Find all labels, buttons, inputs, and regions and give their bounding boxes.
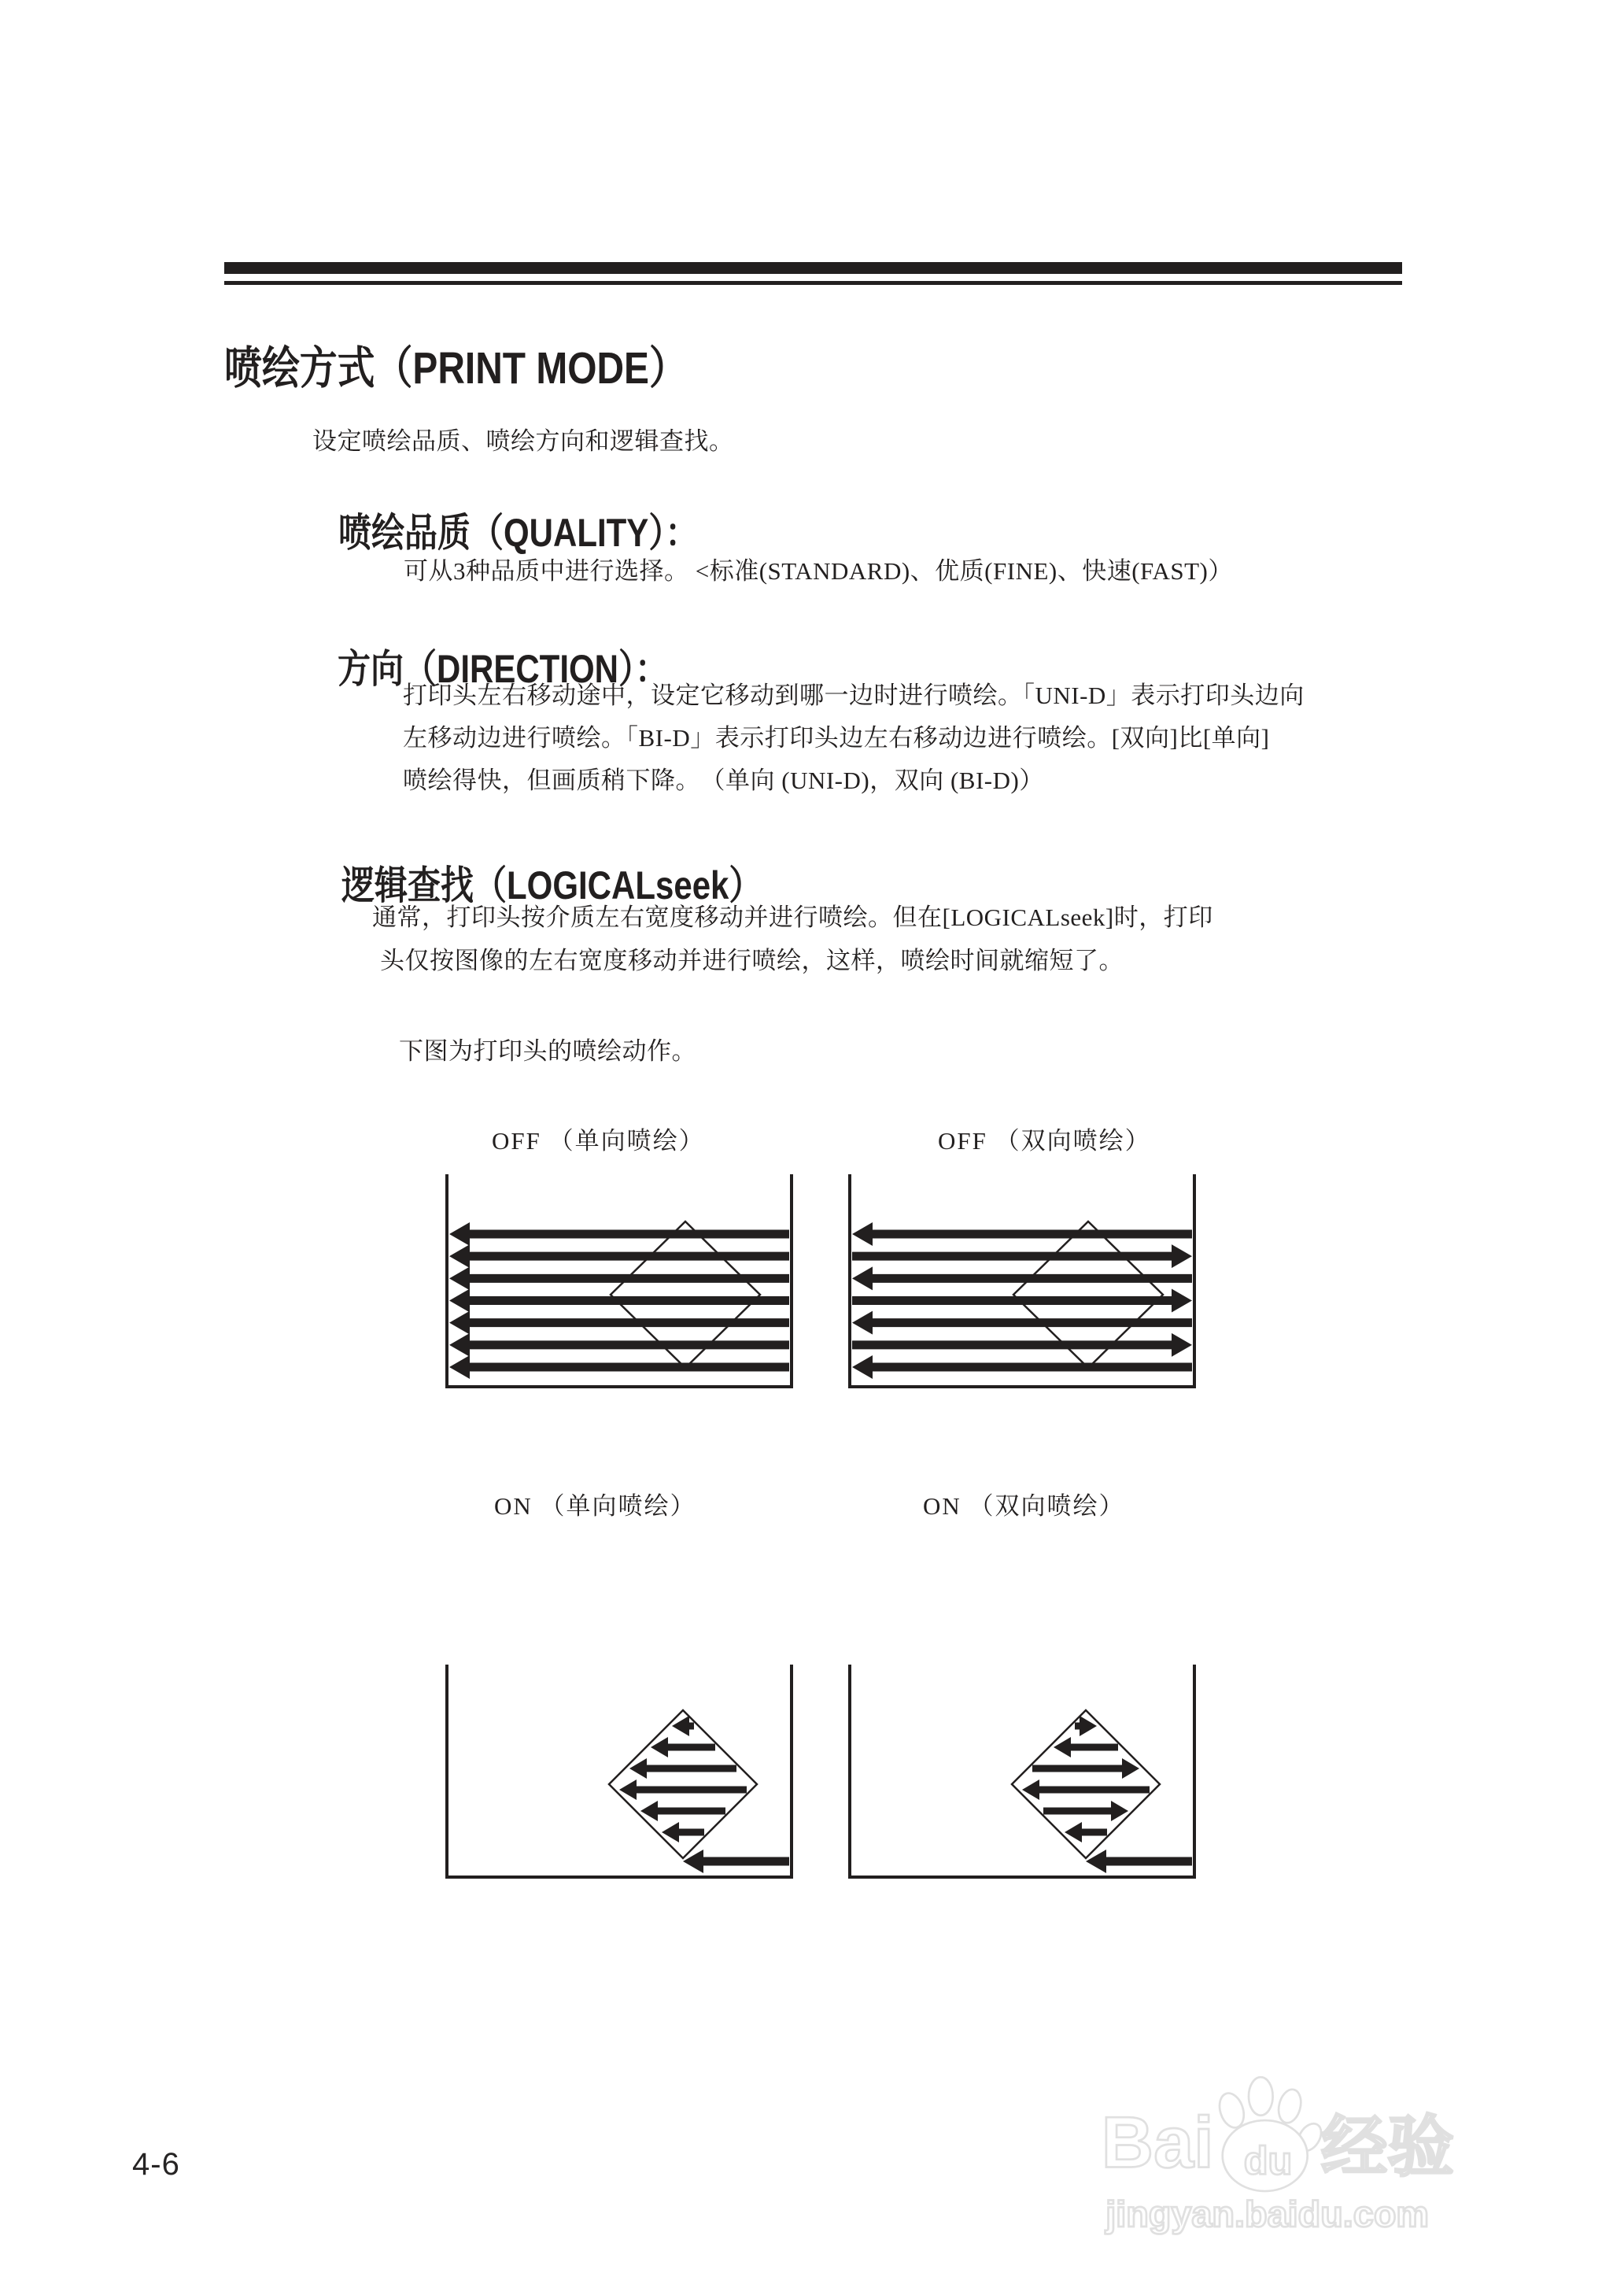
section-heading-logicalseek: 逻辑查找（LOGICALseek） (341, 863, 762, 907)
header-rule-thin (224, 281, 1402, 285)
printhead-pass-arrow-left (852, 1222, 1192, 1246)
header-rule-thick (224, 262, 1402, 274)
section-logicalseek-line: 通常，打印头按介质左右宽度移动并进行喷绘。但在[LOGICALseek]时，打印 (372, 904, 1213, 931)
printhead-pass-arrow-right (852, 1289, 1192, 1313)
print-sweep-diagram (445, 1665, 793, 1880)
watermark-graphic (1100, 2076, 1454, 2243)
printhead-pass-arrow-left-bottom-pass (1086, 1850, 1192, 1873)
printhead-pass-arrow-left (449, 1355, 789, 1379)
printhead-pass-arrow-left-inside-diamond (1065, 1822, 1107, 1842)
print-sweep-diagram (848, 1665, 1196, 1880)
watermark-brand-cn-text: 经验 (1320, 2109, 1454, 2185)
printhead-pass-arrow-right (852, 1333, 1192, 1357)
printhead-pass-arrow-left-inside-diamond (662, 1822, 704, 1842)
diagram-off-bidirectional-sweep (848, 1174, 1196, 1390)
printhead-pass-arrow-left-bottom-pass (683, 1850, 789, 1873)
printhead-pass-arrow-left (852, 1311, 1192, 1335)
section-direction-line: 打印头左右移动途中，设定它移动到哪一边时进行喷绘。「UNI-D」表示打印头边向 (403, 682, 1305, 709)
watermark-brand-text: Bai (1101, 2102, 1214, 2183)
printhead-pass-arrow-left (449, 1244, 789, 1268)
print-sweep-diagram (848, 1174, 1196, 1390)
printhead-pass-arrow-left (449, 1289, 789, 1313)
diagram-on-bidirectional-sweep (848, 1665, 1196, 1880)
printhead-pass-arrow-left (449, 1222, 789, 1246)
printhead-pass-arrow-left (449, 1311, 789, 1335)
watermark-brand-paw-text: du (1243, 2138, 1293, 2183)
section-direction-line: 喷绘得快，但画质稍下降。 （单向 (UNI-D)，双向 (BI-D)） (403, 767, 1044, 794)
printhead-pass-arrow-left (449, 1333, 789, 1357)
printhead-pass-arrow-left-inside-diamond (651, 1737, 715, 1757)
printhead-pass-arrow-left (852, 1355, 1192, 1379)
printhead-pass-arrow-left-inside-diamond (1022, 1779, 1150, 1800)
section-direction-line: 左移动边进行喷绘。「BI-D」表示打印头边左右移动边进行喷绘。[双向]比[单向] (403, 724, 1270, 752)
figure-caption: 下图为打印头的喷绘动作。 (399, 1037, 696, 1065)
page-number: 4-6 (132, 2147, 180, 2182)
page-title: 喷绘方式（PRINT MODE） (224, 343, 687, 394)
diagram-label-on-unidirectional: ON （单向喷绘） (494, 1492, 696, 1520)
intro-text: 设定喷绘品质、喷绘方向和逻辑查找。 (312, 427, 734, 455)
print-sweep-diagram (445, 1174, 793, 1390)
printhead-pass-arrow-left-inside-diamond (629, 1758, 736, 1779)
printhead-pass-arrow-left-inside-diamond (640, 1801, 725, 1821)
diagram-label-off-unidirectional: OFF （单向喷绘） (492, 1127, 705, 1155)
section-heading-direction: 方向（DIRECTION）： (338, 647, 668, 691)
section-logicalseek-line: 头仅按图像的左右宽度移动并进行喷绘，这样，喷绘时间就缩短了。 (380, 947, 1124, 974)
printhead-pass-arrow-left-inside-diamond (619, 1779, 747, 1800)
section-quality-line: 可从3种品质中进行选择。 <标准(STANDARD)、优质(FINE)、快速(FAST)） (404, 557, 1233, 585)
baidu-jingyan-watermark (1100, 2076, 1454, 2243)
diagram-on-unidirectional-sweep (445, 1665, 793, 1880)
printhead-pass-arrow-left-inside-diamond (1054, 1737, 1118, 1757)
printhead-pass-arrow-right-inside-diamond (1032, 1758, 1139, 1779)
section-heading-quality: 喷绘品质（QUALITY）： (338, 511, 699, 555)
diagram-off-unidirectional-sweep (445, 1174, 793, 1390)
printhead-pass-arrow-right (852, 1244, 1192, 1268)
diagram-label-off-bidirectional: OFF （双向喷绘） (938, 1127, 1151, 1155)
printhead-pass-arrow-right-inside-diamond (1043, 1801, 1128, 1821)
diagram-label-on-bidirectional: ON （双向喷绘） (923, 1492, 1125, 1520)
watermark-url-text: jingyan.baidu.com (1105, 2193, 1430, 2235)
